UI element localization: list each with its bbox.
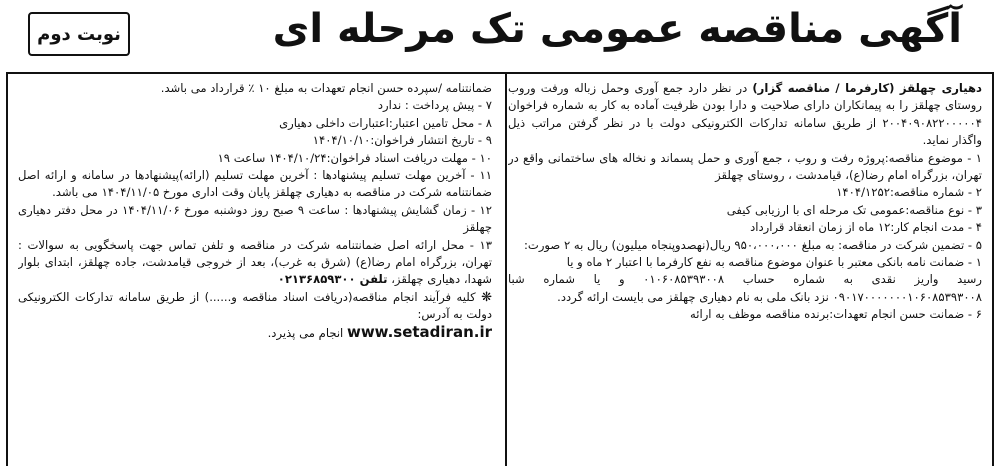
item-12: ۱۲ - زمان گشایش پیشنهادها : ساعت ۹ صبح روز دوشنبه مورخ ۱۴۰۴/۱۱/۰۶ در محل دفتر دهیاری چهلقز: [18, 202, 492, 235]
item-2: ۲ - شماره مناقصه:۱۴۰۴/۱۲۵۲: [836, 185, 982, 200]
intro-text: در نظر دارد جمع آوری وحمل زباله ورفت وروب روستای چهلقز را به پیمانکاران دارای صلاحیت و دارا بودن ظرفیت آماده به کار به شماره فراخوان ۲۰۰۴۰۹۰۸۲۲۰۰۰۰۰۴ از طریق سامانه تدارکات الکترونیکی دولت با در نظر گرفتن مراتب ذیل واگذار نماید.: [508, 81, 982, 148]
left-column: [18, 80, 492, 466]
website-link[interactable]: www.setadiran.ir: [346, 322, 492, 341]
item-3: ۳ - نوع مناقصه:عمومی تک مرحله ای با ارزیابی کیفی: [726, 202, 982, 217]
item-9: ۹ - تاریخ انتشار فراخوان:۱۴۰۴/۱۰/۱۰: [312, 133, 492, 148]
item-1: ۱ - موضوع مناقصه:پروژه رفت و روب ، جمع آوری و حمل پسماند و نخاله های ساختمانی واقع در تهران، بزرگراه امام رضا(ع)، قیامدشت ، روستای چهلقز: [508, 150, 982, 183]
item-4: ۴ - مدت انجام کار:۱۲ ماه از زمان انعقاد قرارداد: [750, 220, 982, 235]
item-10: ۱۰ - مهلت دریافت اسناد فراخوان:۱۴۰۴/۱۰/۲۴ ساعت ۱۹: [217, 150, 492, 165]
closing-note-end: انجام می پذیرد.: [267, 325, 347, 340]
item-5-2: رسید واریز نقدی به شماره حساب ۰۱۰۶۰۸۵۳۹۳۰۰۸ و یا شماره شبا ۰۹۰۱۷۰۰۰۰۰۰۰۱۰۶۰۸۵۳۹۳۰۰۸ نزد بانک ملی به نام دهیاری چهلقز می بایست ارائه گردد.: [508, 272, 982, 304]
item-6-continued: ضمانتنامه /سپرده حسن انجام تعهدات به مبلغ ۱۰ ٪ قرارداد می باشد.: [160, 81, 492, 95]
notice-title: آگهی مناقصه عمومی تک مرحله ای: [272, 6, 962, 52]
item-5: ۵ - تضمین شرکت در مناقصه: به مبلغ ۹۵۰،۰۰۰،۰۰۰ ریال(نهصدوپنجاه میلیون) ریال به ۲ صورت:: [524, 237, 982, 252]
intro-paragraph: [508, 80, 982, 150]
item-6: ۶ - ضمانت حسن انجام تعهدات:برنده مناقصه موظف به ارائه: [690, 307, 982, 322]
item-11: ۱۱ - آخرین مهلت تسلیم پیشنهادها : آخرین مهلت تسلیم (ارائه)پیشنهادها در سامانه و ارائه اصل ضمانتنامه شرکت در مناقصه به دهیاری چهلقز پایان وقت اداری مورخ ۱۴۰۴/۱۱/۰۵ می باشد.: [18, 168, 492, 200]
organizer-name: دهیاری چهلقز (کارفرما / مناقصه گزار): [752, 81, 982, 95]
notice-header: [0, 0, 1000, 68]
column-divider: [505, 74, 507, 466]
item-5-1: ۱ - ضمانت نامه بانکی معتبر با عنوان موضوع مناقصه به نفع کارفرما با اعتبار ۲ ماه و یا: [566, 255, 982, 270]
closing-note-text: کلیه فرآیند انجام مناقصه(دریافت اسناد مناقصه و......) از طریق سامانه تدارکات الکترونیکی دولت به آدرس:: [18, 289, 492, 322]
item-13: [18, 237, 492, 289]
round-badge: نوبت دوم: [28, 12, 130, 56]
item-7: ۷ - پیش پرداخت : ندارد: [377, 98, 492, 113]
notice-body: [6, 72, 994, 466]
website-line: [18, 324, 492, 342]
item-8: ۸ - محل تامین اعتبار:اعتبارات داخلی دهیاری: [279, 115, 492, 130]
right-column: [508, 80, 982, 466]
contact-phone: تلفن ۰۲۱۳۶۸۵۹۳۰۰: [277, 272, 388, 287]
closing-note: [18, 289, 492, 324]
star-icon: ❋: [481, 289, 492, 305]
item-13-text: ۱۳ - محل ارائه اصل ضمانتنامه شرکت در مناقصه و تلفن تماس جهت پاسخگویی به سوالات : تهران، بزرگراه امام رضا(ع) (شرق به غرب)، بعد از خروجی قیامدشت، جاده چهلقز، ابتدای بلوار شهدا، دهیاری چهلقز،: [18, 237, 492, 287]
